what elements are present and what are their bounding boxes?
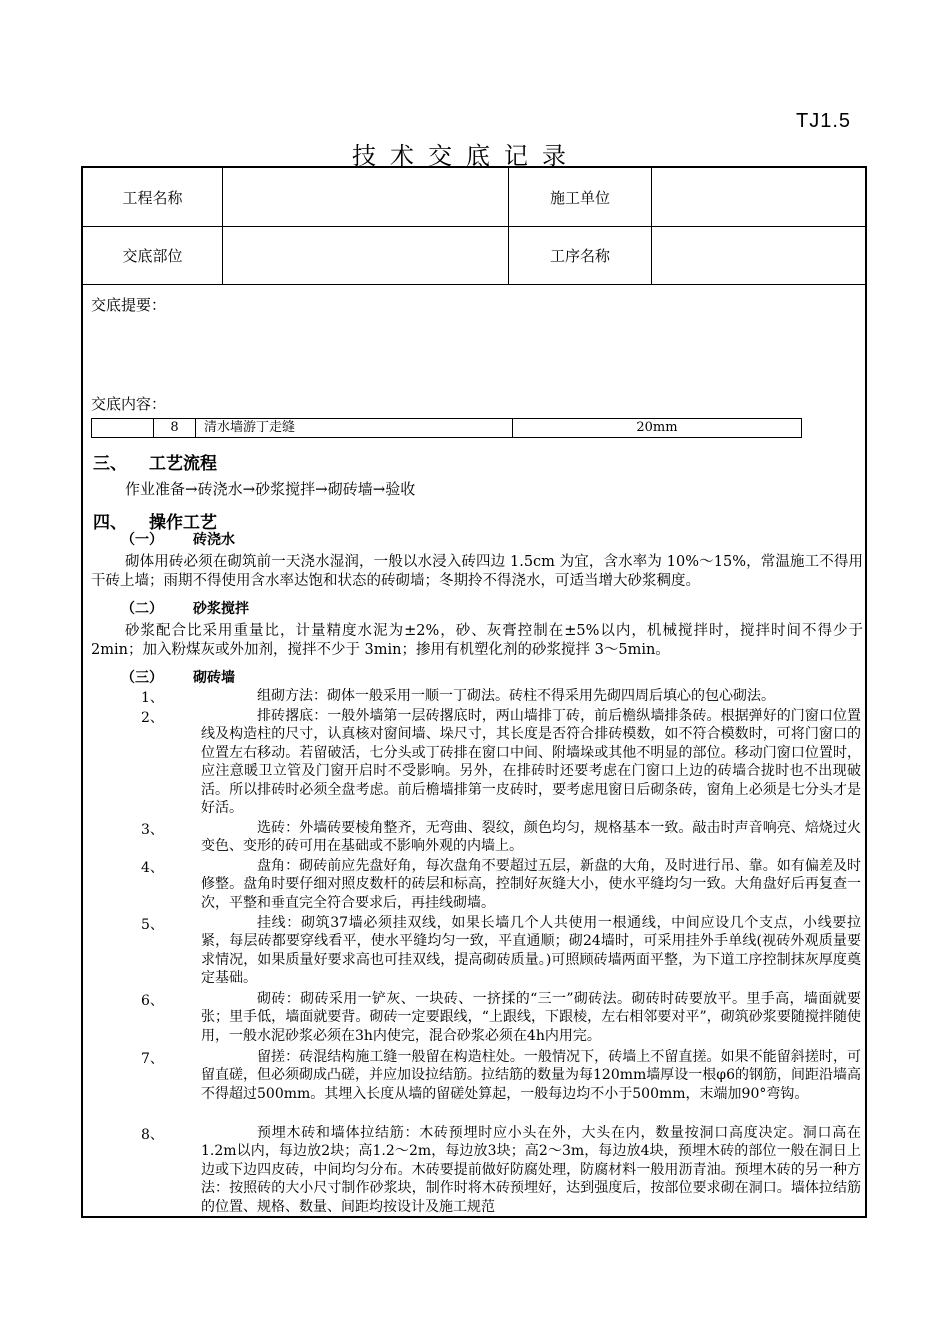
section-4-number: 四、 (93, 513, 127, 532)
list-item-text: 排砖撂底：一般外墙第一层砖撂底时，两山墙排丁砖，前后檐纵墙排条砖。根据弹好的门窗口位置线及构造柱的尺寸，认真核对窗间墙、垛尺寸，其长度是否符合排砖模数，如不符合模数时，可将门窗口的位置左右移动。若留破活，七分头或丁砖排在窗口中间、附墙垛或其他不明显的部位。移动门窗口位置时，应注意暖卫立管及门窗开启时不受影响。另外，在排砖时还要考虑在门窗口上边的砖墙合拢时也不出现破活。所以排砖时必须全盘考虑。前后檐墙排第一皮砖时，要考虑甩窗日后砌条砖，窗角上必须是七分头才是好活。 (201, 708, 861, 817)
tolerance-no: 8 (154, 419, 196, 437)
section-3-number: 三、 (93, 454, 127, 473)
sub-1-title: 砖浇水 (193, 531, 235, 547)
project-name-value[interactable] (223, 168, 509, 226)
list-item-number: 4、 (141, 860, 164, 876)
list-item-text: 组砌方法：砌体一般采用一顺一丁砌法。砖柱不得采用先砌四周后填心的包心砌法。 (257, 688, 775, 704)
list-item-number: 1、 (141, 690, 164, 706)
list-item-text: 挂线：砌筑37墙必须挂双线，如果长墙几个人共使用一根通线，中间应设几个支点，小线要拉紧，每层砖都要穿线看平，使水平缝均匀一致，平直通顺；砌24墙时，可采用挂外手单线(视砖外观质量要求情况，如果质量好要求高也可挂双线，提高砌砖质量。)可照顾砖墙两面平整，为下道工序控制抹灰厚度奠定基础。 (201, 915, 861, 987)
section-4-title: 操作工艺 (149, 513, 217, 532)
list-item-number: 2、 (141, 710, 164, 726)
process-label: 工序名称 (509, 226, 652, 284)
document-title: 技术交底记录 (352, 142, 580, 170)
process-value[interactable] (652, 226, 867, 284)
list-item-number: 6、 (141, 993, 164, 1009)
list-item-number: 5、 (141, 917, 164, 933)
record-form (81, 166, 867, 1218)
project-name-label: 工程名称 (83, 168, 223, 226)
process-flow: 作业准备→砖浇水→砂浆搅拌→砌砖墙→验收 (125, 480, 416, 498)
list-item-number: 3、 (141, 822, 164, 838)
location-label: 交底部位 (83, 226, 223, 284)
list-item-number: 7、 (141, 1051, 164, 1067)
list-item-text: 留搓：砖混结构施工缝一般留在构造柱处。一般情况下，砖墙上不留直搓。如果不能留斜搓时，可留直磋，但必须砌成凸磋，并应加设拉结筋。拉结筋的数量为每120mm墙厚设一根φ6的钢筋，间距沿墙高不得超过500mm。其埋入长度从墙的留磋处算起，一般每边均不小于500mm，末端加90°弯钩。 (201, 1049, 861, 1102)
section-3-title: 工艺流程 (149, 454, 217, 473)
sub-1-paragraph: 砌体用砖必须在砌筑前一天浇水湿润，一般以水浸入砖四边 1.5cm 为宜，含水率为 10%～15%，常温施工不得用干砖上墙；雨期不得使用含水率达饱和状态的砖砌墙；冬期拎不得浇水，可适当增大砂浆稠度。 (91, 554, 863, 589)
tolerance-table-row (91, 418, 802, 438)
list-item-text: 盘角：砌砖前应先盘好角，每次盘角不要超过五层，新盘的大角，及时进行吊、靠。如有偏差及时修整。盘角时要仔细对照皮数杆的砖层和标高，控制好灰缝大小，使水平缝均匀一致。大角盘好后再复查一次，平整和垂直完全符合要求后，再挂线砌墙。 (201, 858, 861, 911)
sub-2-number: （二） (121, 600, 163, 616)
contractor-label: 施工单位 (509, 168, 652, 226)
list-item-text: 砌砖：砌砖采用一铲灰、一块砖、一挤揉的“三一”砌砖法。砌砖时砖要放平。里手高，墙面就要张；里手低，墙面就要背。砌砖一定要跟线，“上跟线，下跟棱，左右相邻要对平”，砌筑砂浆要随搅拌随使用，一般水泥砂浆必须在3h内使完，混合砂浆必须在4h内用完。 (201, 991, 861, 1044)
form-code: TJ1.5 (796, 110, 852, 132)
sub-3-number: （三） (121, 669, 163, 685)
list-item-text: 选砖：外墙砖要棱角整齐，无弯曲、裂纹，颜色均匀，规格基本一致。敲击时声音响亮、焙烧过火变色、变形的砖可用在基础或不影响外观的内墙上。 (201, 820, 861, 855)
sub-1-number: （一） (121, 531, 163, 547)
tolerance-item: 清水墙游丁走缝 (196, 419, 513, 437)
sub-2-title: 砂浆搅拌 (193, 600, 249, 616)
contractor-value[interactable] (652, 168, 867, 226)
list-item-number: 8、 (141, 1127, 164, 1143)
tolerance-value: 20mm (636, 420, 678, 435)
summary-label: 交底提要： (91, 296, 167, 314)
location-value[interactable] (223, 226, 509, 284)
content-label: 交底内容： (91, 395, 167, 413)
info-row-2 (83, 226, 865, 285)
sub-3-title: 砌砖墙 (193, 669, 235, 685)
sub-2-paragraph: 砂浆配合比采用重量比，计量精度水泥为±2%，砂、灰膏控制在±5%以内，机械搅拌时，搅拌时间不得少于 2min；加入粉煤灰或外加剂，搅拌不少于 3min；掺用有机塑化剂的砂浆搅拌 3～5min。 (91, 623, 863, 658)
tolerance-blank-cell (92, 419, 154, 437)
list-item-text: 预埋木砖和墙体拉结筋：木砖预埋时应小头在外，大头在内，数量按洞口高度决定。洞口高在1.2m以内，每边放2块；高1.2～2m，每边放3块；高2～3m，每边放4块，预埋木砖的部位一般在洞日上边或下边四皮砖，中间均匀分布。木砖要提前做好防腐处理，防腐材料一般用沥青油。预埋木砖的另一种方法：按照砖的大小尺寸制作砂浆块，制作时将木砖预埋好，达到强度后，按部位要求砌在洞口。墙体拉结筋的位置、规格、数量、间距均按设计及施工规范 (201, 1125, 861, 1215)
info-row-1 (83, 168, 865, 227)
